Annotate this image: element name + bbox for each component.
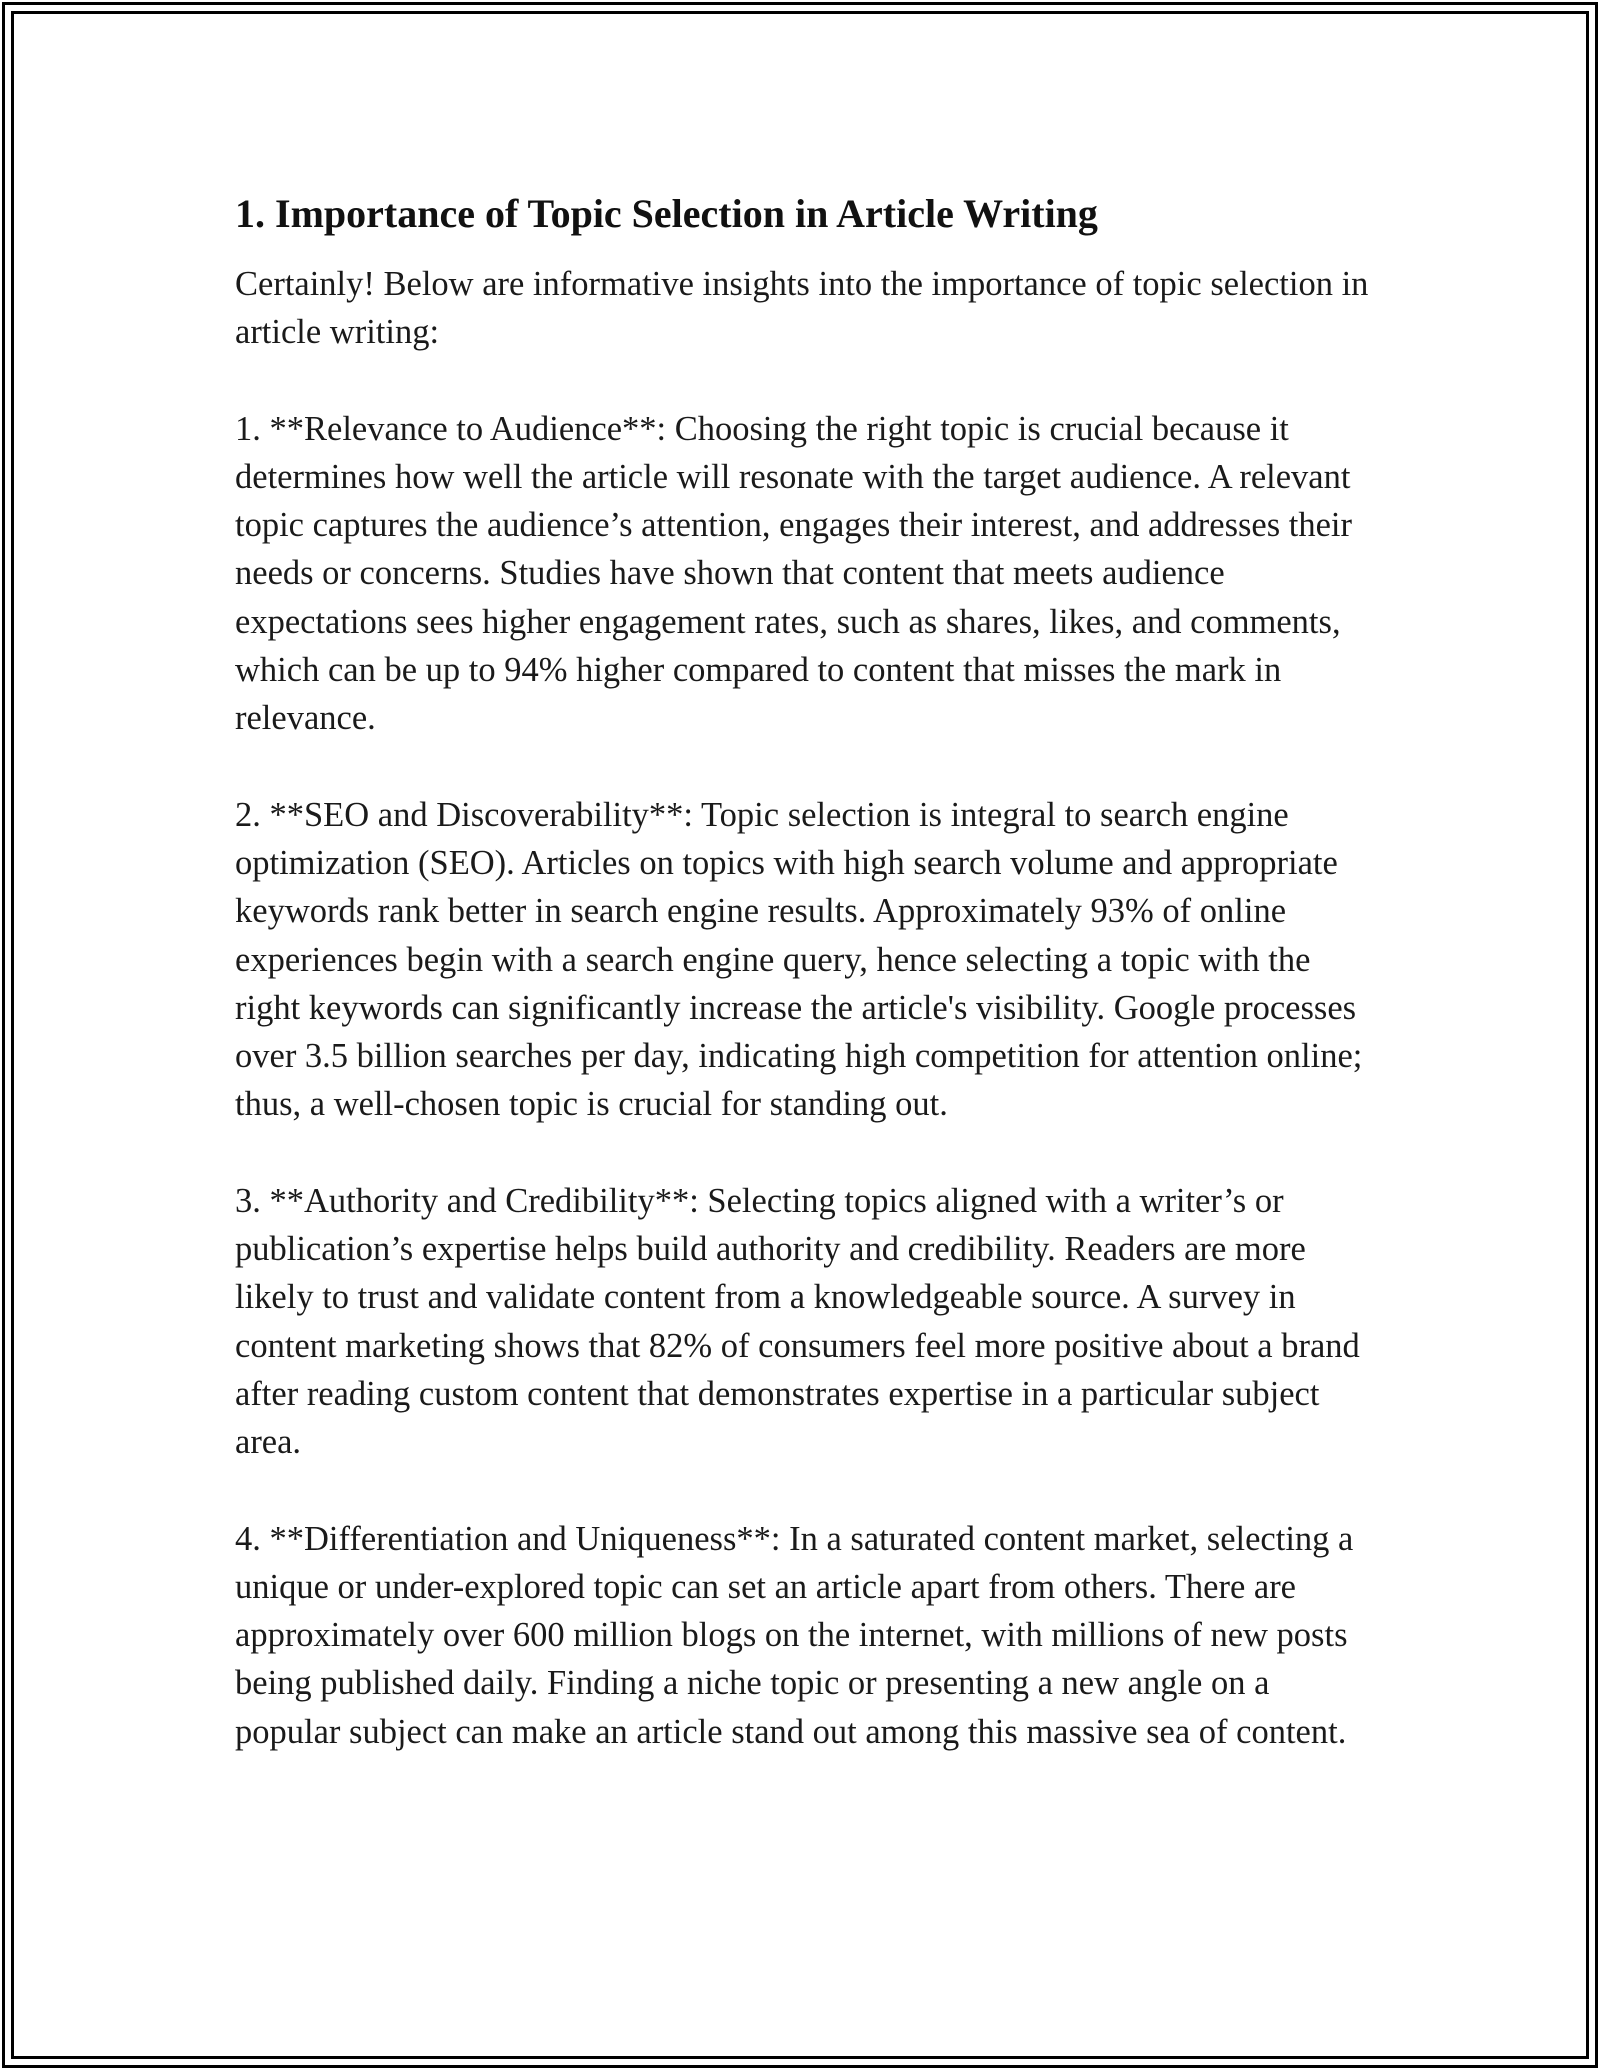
intro-paragraph: Certainly! Below are informative insights into the importance of topic selection in article writing: [235, 265, 1369, 352]
list-item-differentiation: 4. **Differentiation and Uniqueness**: In a saturated content market, selecting a unique or under-explored topic can set an article apart from others. There are approximately over 600 million blogs on the internet, with millions of new posts being published daily. Finding a niche topic or presenting a new angle on a popular subject can make an article stand out among this massive sea of content. [235, 1519, 1354, 1751]
document-body [235, 188, 1375, 1756]
list-item-relevance: 1. **Relevance to Audience**: Choosing the right topic is crucial because it determines how well the article will resonate with the target audience. A relevant topic captures the audience’s attention, engages their interest, and addresses their needs or concerns. Studies have shown that content that meets audience expectations sees higher engagement rates, such as shares, likes, and comments, which can be up to 94% higher compared to content that misses the mark in relevance. [235, 409, 1353, 738]
list-item-authority: 3. **Authority and Credibility**: Selecting topics aligned with a writer’s or publication’s expertise helps build authority and credibility. Readers are more likely to trust and validate content from a knowledgeable source. A survey in content marketing shows that 82% of consumers feel more positive about a brand after reading custom content that demonstrates expertise in a particular subject area. [235, 1181, 1360, 1462]
list-item-seo: 2. **SEO and Discoverability**: Topic selection is integral to search engine optimization (SEO). Articles on topics with high search volume and appropriate keywords rank better in search engine results. Approximately 93% of online experiences begin with a search engine query, hence selecting a topic with the right keywords can significantly increase the article's visibility. Google processes over 3.5 billion searches per day, indicating high competition for attention online; thus, a well-chosen topic is crucial for standing out. [235, 795, 1363, 1124]
document-title: 1. Importance of Topic Selection in Article Writing [235, 191, 1098, 236]
